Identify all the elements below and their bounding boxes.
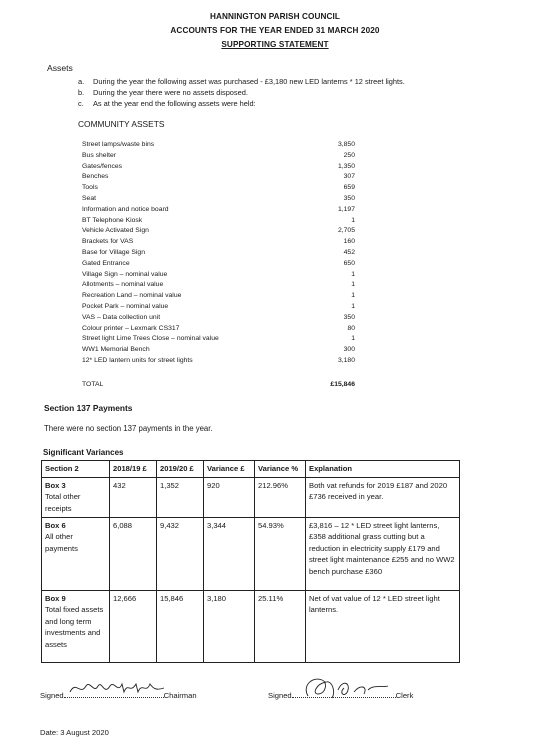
asset-value: 1 [351, 270, 355, 278]
asset-value: 350 [343, 195, 355, 202]
asset-value: 1 [351, 303, 355, 310]
cell-variance-pct: 25.11% [255, 590, 306, 662]
section-137-heading: Section 137 Payments [44, 403, 133, 413]
asset-value: 452 [343, 249, 355, 256]
asset-name: Recreation Land – nominal value [82, 292, 182, 300]
asset-name: Village Sign – nominal value [82, 270, 168, 278]
cell-2019: 9,432 [157, 517, 204, 590]
cell-2019: 15,846 [157, 590, 204, 662]
cell-explanation: Both vat refunds for 2019 £187 and 2020 £736 received in year. [306, 477, 460, 517]
asset-name: Pocket Park – nominal value [82, 303, 169, 310]
document-date: Date: 3 August 2020 [40, 728, 109, 737]
asset-name: WW1 Memorial Bench [82, 346, 150, 354]
asset-value: 659 [343, 184, 355, 192]
asset-value: 300 [343, 346, 355, 354]
document-subtitle: SUPPORTING STATEMENT [221, 40, 329, 49]
col-header: Variance £ [204, 461, 255, 478]
section-137-text: There were no section 137 payments in the year. [44, 424, 213, 433]
cell-variance-pct: 212.96% [255, 477, 306, 517]
asset-value: 350 [343, 313, 355, 321]
cell-variance-pct: 54.93% [255, 517, 306, 590]
asset-value: 80 [347, 324, 355, 332]
asset-name: Tools [82, 184, 98, 192]
cell-2019: 1,352 [157, 477, 204, 517]
asset-name: Gates/fences [82, 162, 123, 170]
asset-note-c: c. As at the year end the following assets were held: [78, 99, 256, 108]
asset-value: 3,850 [337, 141, 355, 148]
variances-heading: Significant Variances [43, 448, 124, 457]
clerk-signature [298, 672, 394, 704]
asset-name: Base for Village Sign [82, 249, 145, 256]
cell-variance: 3,180 [204, 590, 255, 662]
asset-name: Street light Lime Trees Close – nominal value [82, 335, 219, 343]
table-row [42, 590, 460, 662]
asset-name: Benches [82, 173, 109, 181]
chairman-signature-line: Signed Chairman [40, 691, 197, 700]
asset-value: 250 [343, 151, 355, 159]
cell-variance: 920 [204, 477, 255, 517]
asset-name: Gated Entrance [82, 259, 130, 267]
asset-name: Street lamps/waste bins [82, 141, 155, 148]
asset-value: 2,705 [337, 227, 355, 235]
cell-2018: 12,666 [110, 590, 157, 662]
asset-value: 1,350 [337, 162, 355, 170]
cell-2018: 6,088 [110, 517, 157, 590]
table-row [42, 477, 460, 517]
asset-value: 307 [343, 173, 355, 181]
asset-value: 1 [351, 281, 355, 289]
col-header: Section 2 [42, 461, 110, 478]
row-label: Box 9 Total fixed assets and long term investments and assets [42, 590, 110, 662]
clerk-signature-line: Signed Clerk [268, 691, 414, 700]
cell-2018: 432 [110, 477, 157, 517]
asset-name: Colour printer – Lexmark CS317 [82, 324, 180, 332]
asset-name: Seat [82, 195, 96, 202]
asset-note-b: b. During the year there were no assets disposed. [78, 88, 248, 97]
cell-explanation: £3,816 – 12 * LED street light lanterns, £358 additional grass cutting but a reduction in electricity supply £179 and street light maintenance £255 and no WW2 bench purchase £360 [306, 517, 460, 590]
col-header: 2018/19 £ [110, 461, 157, 478]
total-label: TOTAL [82, 381, 104, 388]
col-header: 2019/20 £ [157, 461, 204, 478]
asset-name: VAS – Data collection unit [82, 313, 161, 321]
asset-name: Vehicle Activated Sign [82, 227, 149, 235]
asset-value: 1 [351, 335, 355, 343]
asset-value: 1,197 [337, 205, 355, 213]
cell-variance: 3,344 [204, 517, 255, 590]
asset-value: 3,180 [337, 357, 355, 364]
community-assets-heading: COMMUNITY ASSETS [78, 119, 165, 129]
asset-name: Brackets for VAS [82, 238, 134, 246]
total-value: £15,846 [330, 381, 355, 388]
col-header: Variance % [255, 461, 306, 478]
variances-table [41, 460, 460, 663]
asset-note-a: a. During the year the following asset was purchased - £3,180 new LED lanterns * 12 street lights. [78, 77, 405, 86]
row-label: Box 6 All other payments [42, 517, 110, 590]
council-name: HANNINGTON PARISH COUNCIL [209, 12, 340, 21]
asset-value: 1 [351, 216, 355, 224]
table-header-row [42, 461, 460, 478]
asset-name: Bus shelter [82, 151, 117, 159]
asset-value: 160 [343, 238, 355, 246]
row-label: Box 3 Total other receipts [42, 477, 110, 517]
table-row [42, 517, 460, 590]
asset-name: Allotments – nominal value [82, 281, 164, 289]
col-header: Explanation [306, 461, 460, 478]
asset-name: BT Telephone Kiosk [82, 216, 143, 224]
chairman-signature [68, 676, 168, 700]
asset-name: Information and notice board [82, 205, 169, 213]
document-title: ACCOUNTS FOR THE YEAR ENDED 31 MARCH 2020 [170, 26, 380, 35]
cell-explanation: Net of vat value of 12 * LED street light lanterns. [306, 590, 460, 662]
asset-value: 650 [343, 259, 355, 267]
asset-value: 1 [351, 292, 355, 300]
assets-heading: Assets [47, 63, 73, 73]
asset-name: 12* LED lantern units for street lights [82, 357, 193, 364]
